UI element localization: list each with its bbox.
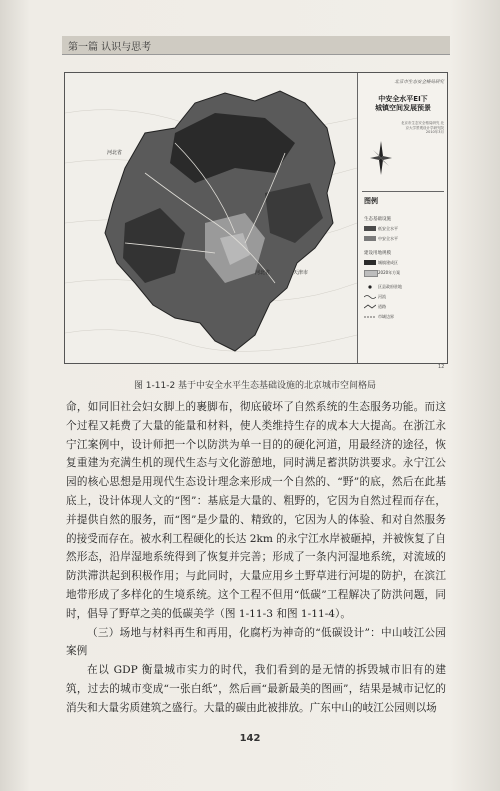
legend-swatch [364,260,376,265]
legend-swatch [364,236,376,241]
legend-label: 市域边界 [378,314,394,319]
boundary-line-icon [364,314,376,320]
legend-heading: 图例 [364,197,378,205]
figure-caption: 图 1-11-2 基于中安全水平生态基础设施的北京城市空间格局 [133,381,377,391]
legend-label: 河流 [378,294,386,299]
legend-label: 低安全水平 [378,226,398,231]
map-label-hebei-west: 河北省 [107,150,123,156]
road-line-icon [364,304,376,310]
legend-line-item [364,294,444,300]
map-subtitle: 北京市生态安全格局研究 北京大学景观设计学研究院 2010年3月 [400,121,444,134]
paragraph: 命，如同旧社会妇女脚上的裹脚布，彻底破坏了自然系统的生态服务功能。而这个过程又耗费了大量的能量和材料，使人类维持生存的成本大大提高。在浙江永宁江案例中，设计师把一个以防洪为单一目的的硬化河道，用最经济的途径，恢复重建为充满生机的现代生态与文化游憩地，同时满足蓄洪防洪要求。永宁江公园的核心思想是用现代生态设计理念来形成一个自然的、“野”的底，然后在此基底上，设计体现人文的“图”：基底是大量的、粗野的，它因为自然过程而存在，并提供自然的服务，而“图”是少量的、精致的，它因为人的体验、和对自然服务的接受而存在。被水利工程硬化的长达 2km 的永宁江水岸被砸掉，并被恢复了自然形态，沿岸湿地系统得到了恢复并完善；形成了一条内河湿地系统，对流域的防洪滞洪起到积极作用；与此同时，大量应用乡土野草进行河堤的防护，在滨江地带形成了多样化的生境系统。这个工程不但用“低碳”工程解决了防洪问题，同时，倡导了野草之美的低碳美学（图 1-11-3 和图 1-11-4）。 [66,401,446,620]
map-label-hebei-south: 河北省 [255,270,271,276]
legend-panel [357,73,448,363]
legend-label: 2020年方案 [378,270,401,275]
legend-label: 中安全水平 [378,236,398,241]
legend-item [364,226,444,232]
legend-line-item [364,314,444,320]
legend-group2-title: 建设用地规模 [364,251,391,256]
running-header [62,36,450,55]
map-title [358,95,448,113]
legend-label: 城镇建成区 [378,260,398,265]
body-text [66,398,446,718]
legend-line-item [364,284,444,290]
section-heading: （三）场地与材料再生和再用，化腐朽为神奇的“低碳设计”：中山岐江公园案例 [66,626,446,658]
legend-label: 区县政府驻地 [378,284,402,289]
beijing-map-image [65,73,357,363]
map-title-line1: 中安全水平EI下 [378,95,428,103]
legend [362,191,444,360]
map-series-title: 北京市生态安全格局研究 [394,80,444,85]
map-title-line2: 城镇空间发展预景 [375,104,431,112]
legend-label: 道路 [378,304,386,309]
paragraph: 在以 GDP 衡量城市实力的时代，我们看到的是无情的拆毁城市旧有的建筑，过去的城市变成“一张白纸”，然后画“最新最美的图画”，结果是城市记忆的消失和大量劣质建筑之盛行。大量的碳由此被排放。广东中山的岐江公园则以场 [66,664,446,714]
legend-item [364,260,444,266]
figure-number: 12 [438,364,445,370]
river-line-icon [364,294,376,300]
compass-rose-icon [370,141,392,175]
legend-line-item [364,304,444,310]
page-number: 142 [239,733,261,744]
figure-map [64,72,448,364]
legend-item [364,270,444,276]
legend-swatch [364,226,376,231]
running-header-text: 第一篇 认识与思考 [68,42,152,53]
legend-swatch [364,270,378,277]
map-label-tianjin: 天津市 [293,270,309,276]
legend-group1-title: 生态基础设施 [364,217,391,222]
point-symbol-icon [364,284,376,290]
legend-item [364,236,444,242]
